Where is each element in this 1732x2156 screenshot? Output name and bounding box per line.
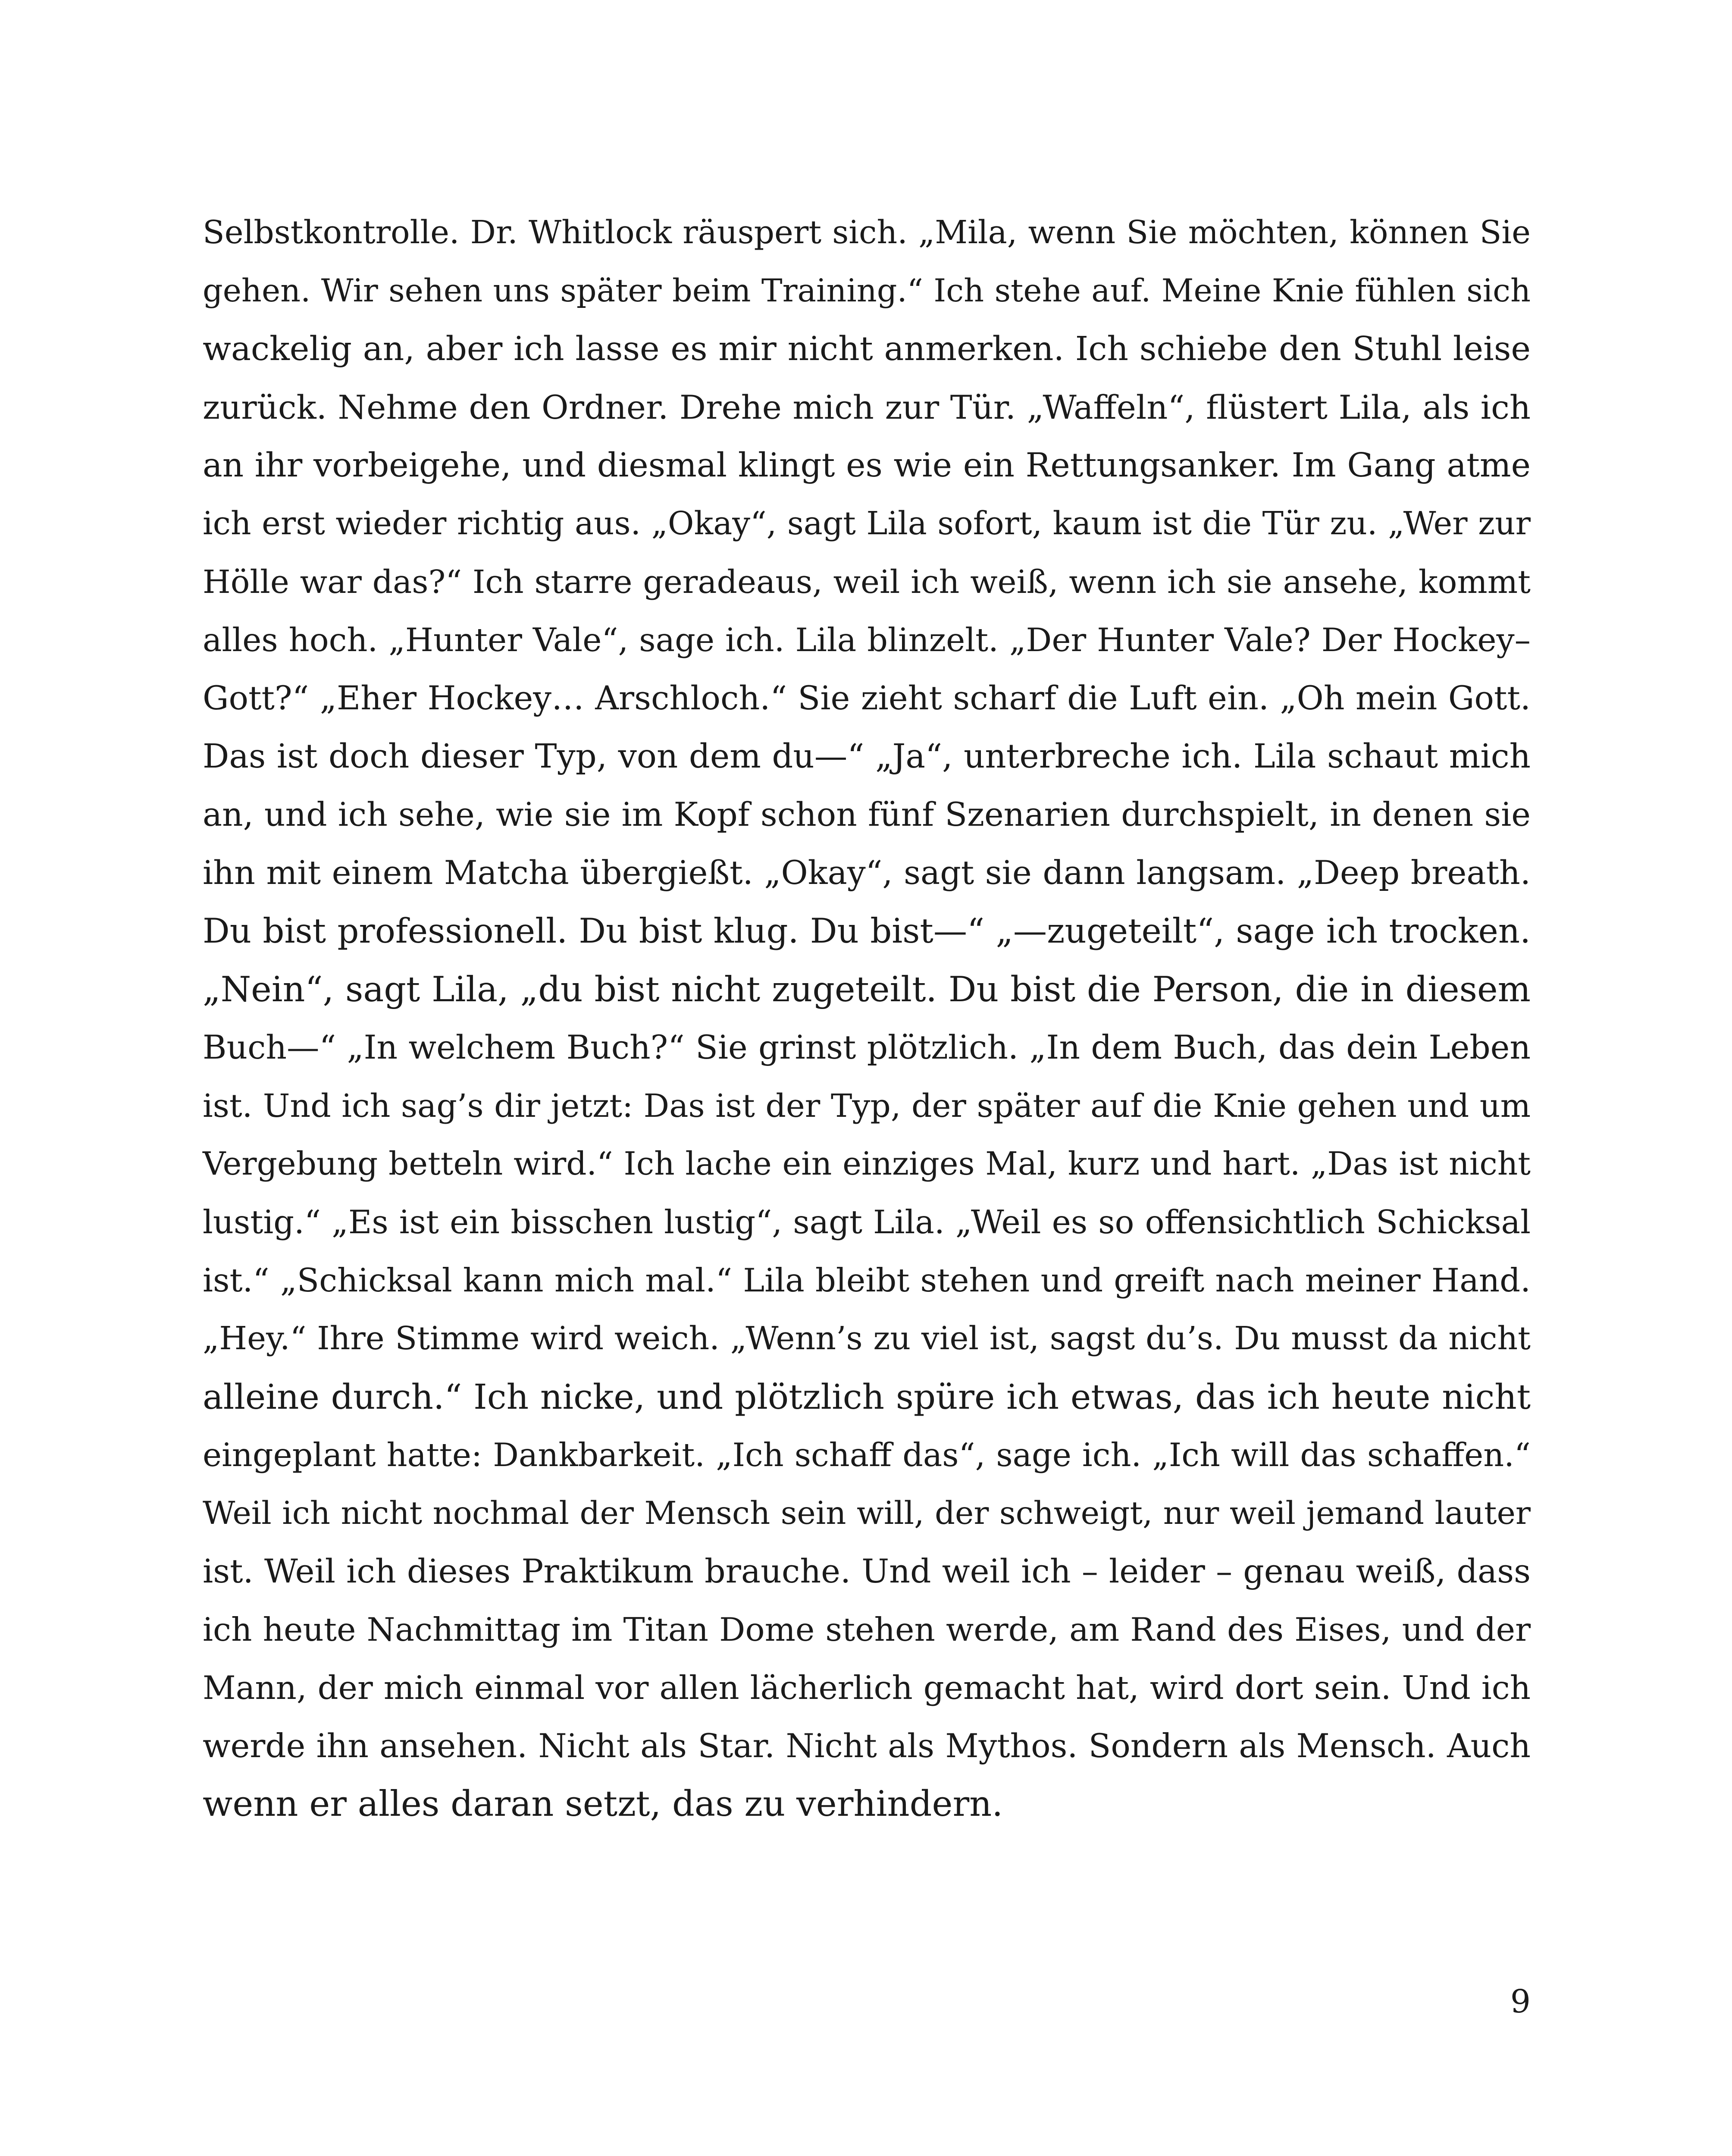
text-line: ihn mit einem Matcha übergießt. „Okay“, sagt sie dann langsam. „Deep breath.: [203, 854, 1531, 892]
text-line: zurück. Nehme den Ordner. Drehe mich zur Tür. „Waffeln“, flüstert Lila, als ich: [203, 388, 1531, 426]
text-line: ich erst wieder richtig aus. „Okay“, sagt Lila sofort, kaum ist die Tür zu. „Wer zur: [203, 505, 1531, 542]
text-line: Buch—“ „In welchem Buch?“ Sie grinst plötzlich. „In dem Buch, das dein Leben: [203, 1028, 1531, 1066]
text-line: ist. Und ich sag’s dir jetzt: Das ist der Typ, der später auf die Knie gehen und um: [203, 1087, 1531, 1125]
text-line: „Hey.“ Ihre Stimme wird weich. „Wenn’s zu viel ist, sagst du’s. Du musst da nicht: [203, 1320, 1531, 1357]
text-line: Weil ich nicht nochmal der Mensch sein will, der schweigt, nur weil jemand lauter: [203, 1495, 1531, 1532]
text-line: an, und ich sehe, wie sie im Kopf schon fünf Szenarien durchspielt, in denen sie: [203, 796, 1531, 834]
text-line: Gott?“ „Eher Hockey… Arschloch.“ Sie zieht scharf die Luft ein. „Oh mein Gott.: [203, 679, 1531, 717]
text-line: Selbstkontrolle. Dr. Whitlock räuspert sich. „Mila, wenn Sie möchten, können Sie: [203, 214, 1531, 251]
text-line: eingeplant hatte: Dankbarkeit. „Ich schaff das“, sage ich. „Ich will das schaffen.“: [203, 1436, 1531, 1474]
text-line: ist. Weil ich dieses Praktikum brauche. Und weil ich – leider – genau weiß, dass: [203, 1552, 1531, 1590]
text-line: wenn er alles daran setzt, das zu verhindern.: [203, 1784, 1003, 1824]
page-number: 9: [1510, 1983, 1531, 2020]
text-line: an ihr vorbeigehe, und diesmal klingt es wie ein Rettungsanker. Im Gang atme: [203, 446, 1531, 485]
text-line: Du bist professionell. Du bist klug. Du bist—“ „—zugeteilt“, sage ich trocken.: [203, 912, 1531, 951]
text-line: „Nein“, sagt Lila, „du bist nicht zugeteilt. Du bist die Person, die in diesem: [203, 969, 1531, 1009]
text-line: gehen. Wir sehen uns später beim Training.“ Ich stehe auf. Meine Knie fühlen sich: [203, 273, 1531, 309]
text-line: lustig.“ „Es ist ein bisschen lustig“, sagt Lila. „Weil es so offensichtlich Schicksal: [203, 1203, 1531, 1241]
text-line: ich heute Nachmittag im Titan Dome stehen werde, am Rand des Eises, und der: [203, 1611, 1531, 1648]
text-line: Mann, der mich einmal vor allen lächerlich gemacht hat, wird dort sein. Und ich: [203, 1669, 1531, 1707]
text-line: Das ist doch dieser Typ, von dem du—“ „Ja“, unterbreche ich. Lila schaut mich: [203, 737, 1531, 776]
text-line: Vergebung betteln wird.“ Ich lache ein einziges Mal, kurz und hart. „Das ist nicht: [203, 1145, 1531, 1182]
text-line: werde ihn ansehen. Nicht als Star. Nicht als Mythos. Sondern als Mensch. Auch: [203, 1727, 1531, 1765]
text-line: ist.“ „Schicksal kann mich mal.“ Lila bleibt stehen und greift nach meiner Hand.: [203, 1261, 1531, 1299]
text-line: wackelig an, aber ich lasse es mir nicht anmerken. Ich schiebe den Stuhl leise: [203, 329, 1531, 368]
body-text: [203, 204, 1531, 1833]
text-line: alles hoch. „Hunter Vale“, sage ich. Lila blinzelt. „Der Hunter Vale? Der Hockey–: [203, 621, 1531, 659]
text-line: alleine durch.“ Ich nicke, und plötzlich spüre ich etwas, das ich heute nicht: [203, 1377, 1531, 1417]
text-line: Hölle war das?“ Ich starre geradeaus, weil ich weiß, wenn ich sie ansehe, kommt: [203, 563, 1531, 601]
